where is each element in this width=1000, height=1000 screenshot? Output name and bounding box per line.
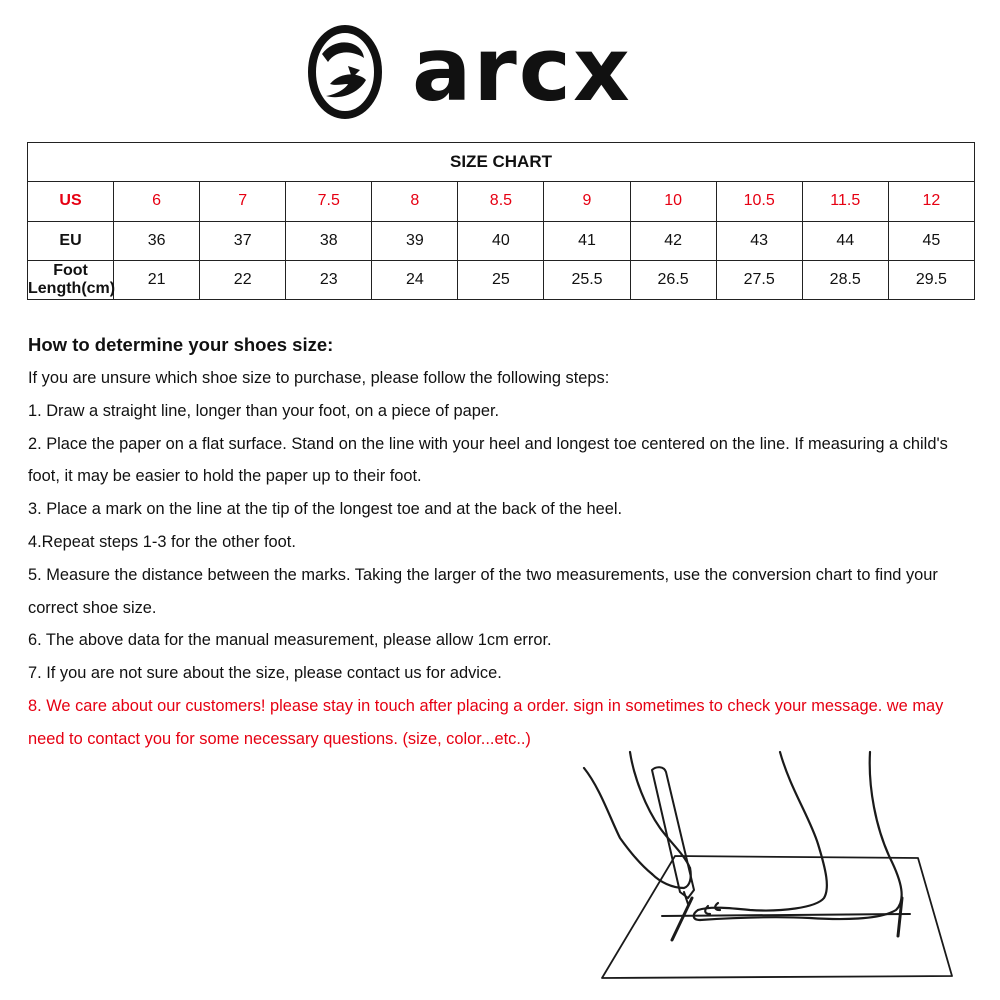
us-size-cell: 9 bbox=[544, 182, 630, 221]
size-row-eu bbox=[28, 221, 975, 260]
us-size-cell: 6 bbox=[114, 182, 200, 221]
us-size-cell: 11.5 bbox=[802, 182, 888, 221]
eu-size-cell: 36 bbox=[114, 221, 200, 260]
guide-step: 7. If you are not sure about the size, please contact us for advice. bbox=[28, 664, 502, 683]
foot-length-cell: 26.5 bbox=[630, 260, 716, 299]
eu-size-cell: 42 bbox=[630, 221, 716, 260]
size-chart-table bbox=[27, 142, 975, 300]
us-size-cell: 7 bbox=[200, 182, 286, 221]
foot-length-cell: 25 bbox=[458, 260, 544, 299]
sizing-guide bbox=[28, 330, 978, 756]
customer-care-note: 8. We care about our customers! please stay in touch after placing a order. sign in sometimes to check your message. we may need to contact you for some necessary questions. (size, color...etc..) bbox=[28, 696, 944, 748]
us-size-cell: 10 bbox=[630, 182, 716, 221]
foot-length-cell: 22 bbox=[200, 260, 286, 299]
foot-measuring-illustration-icon bbox=[584, 752, 952, 978]
us-size-cell: 7.5 bbox=[286, 182, 372, 221]
eu-size-cell: 37 bbox=[200, 221, 286, 260]
guide-step: 5. Measure the distance between the marks. Taking the larger of the two measurements, use the conversion chart to find your correct shoe size. bbox=[28, 565, 938, 617]
eu-size-cell: 41 bbox=[544, 221, 630, 260]
row-label-eu: EU bbox=[28, 221, 114, 260]
size-chart-title-row bbox=[28, 143, 975, 182]
guide-step: 3. Place a mark on the line at the tip of the longest toe and at the back of the heel. bbox=[28, 500, 623, 519]
foot-length-cell: 21 bbox=[114, 260, 200, 299]
foot-length-cell: 29.5 bbox=[888, 260, 974, 299]
size-row-foot-length bbox=[28, 260, 975, 299]
eu-size-cell: 39 bbox=[372, 221, 458, 260]
guide-step: 2. Place the paper on a flat surface. Stand on the line with your heel and longest toe centered on the line. If measuring a child's foot, it may be easier to hold the paper up to their foot. bbox=[28, 434, 948, 486]
foot-length-cell: 27.5 bbox=[716, 260, 802, 299]
row-label-foot-length: Foot Length(cm) bbox=[28, 260, 114, 299]
size-row-us bbox=[28, 182, 975, 221]
arcx-emblem-icon bbox=[312, 29, 378, 115]
brand-logo bbox=[300, 14, 680, 124]
eu-size-cell: 38 bbox=[286, 221, 372, 260]
eu-size-cell: 43 bbox=[716, 221, 802, 260]
eu-size-cell: 40 bbox=[458, 221, 544, 260]
foot-length-cell: 23 bbox=[286, 260, 372, 299]
guide-step: 4.Repeat steps 1-3 for the other foot. bbox=[28, 532, 296, 551]
us-size-cell: 12 bbox=[888, 182, 974, 221]
size-chart-title: SIZE CHART bbox=[28, 143, 975, 182]
row-label-us: US bbox=[28, 182, 114, 221]
guide-step: 1. Draw a straight line, longer than your foot, on a piece of paper. bbox=[28, 401, 500, 420]
guide-heading: How to determine your shoes size: bbox=[28, 334, 334, 355]
brand-wordmark: arcx bbox=[412, 18, 632, 121]
us-size-cell: 8 bbox=[372, 182, 458, 221]
foot-length-cell: 28.5 bbox=[802, 260, 888, 299]
eu-size-cell: 44 bbox=[802, 221, 888, 260]
eu-size-cell: 45 bbox=[888, 221, 974, 260]
us-size-cell: 8.5 bbox=[458, 182, 544, 221]
foot-measuring-illustration bbox=[580, 748, 980, 998]
guide-step: 6. The above data for the manual measurement, please allow 1cm error. bbox=[28, 631, 552, 650]
foot-length-cell: 24 bbox=[372, 260, 458, 299]
guide-intro: If you are unsure which shoe size to purchase, please follow the following steps: bbox=[28, 369, 610, 387]
foot-length-cell: 25.5 bbox=[544, 260, 630, 299]
us-size-cell: 10.5 bbox=[716, 182, 802, 221]
